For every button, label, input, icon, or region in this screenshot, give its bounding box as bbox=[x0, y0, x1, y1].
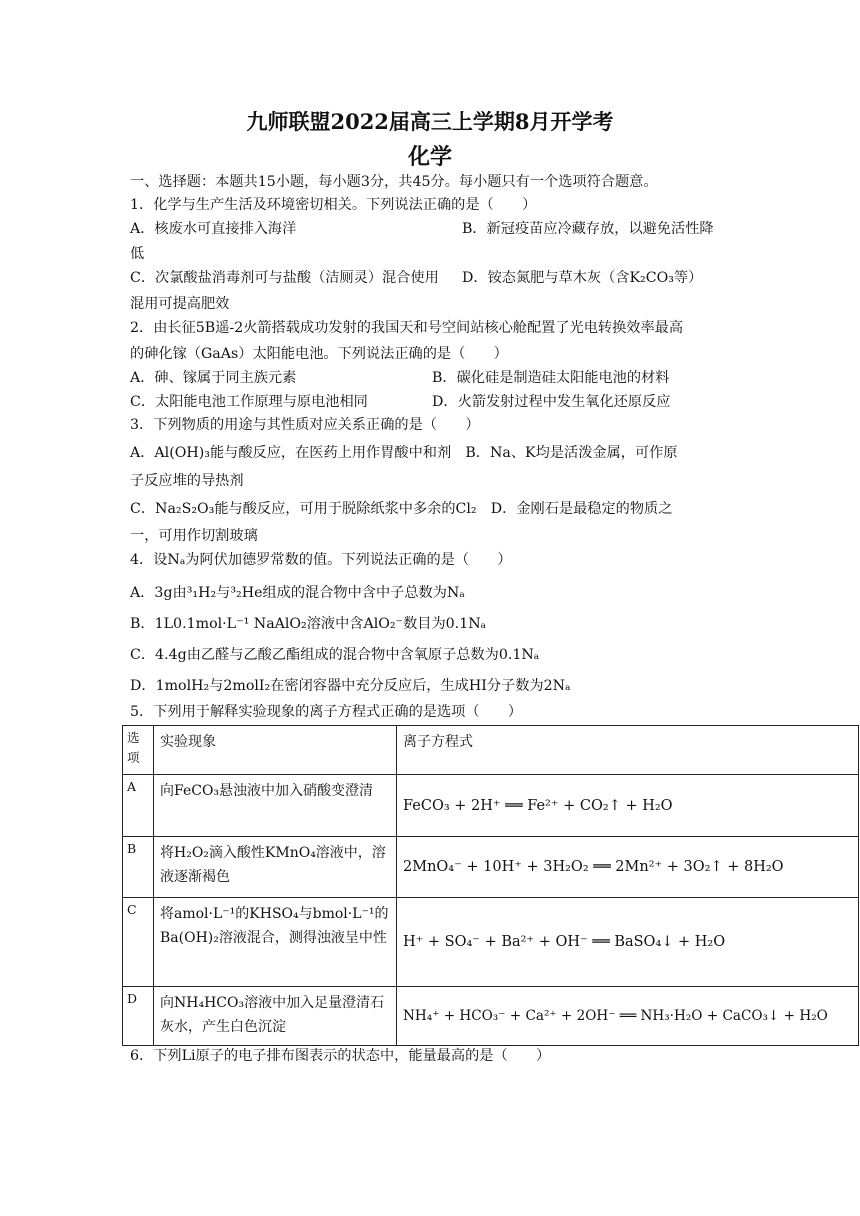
row-phenomenon: 将amol·L⁻¹的KHSO₄与bmol·L⁻¹的Ba(OH)₂溶液混合，测得浊液呈中性 bbox=[154, 898, 397, 987]
q4-option-d: D．1molH₂与2molI₂在密闭容器中充分反应后，生成HI分子数为2Nₐ bbox=[130, 678, 571, 694]
q5-table bbox=[122, 725, 859, 1046]
section-instructions: 一、选择题：本题共15小题，每小题3分，共45分。每小题只有一个选项符合题意。 bbox=[130, 174, 658, 190]
q2-stem-line2: 的砷化镓（GaAs）太阳能电池。下列说法正确的是（ ） bbox=[130, 346, 508, 362]
q5-stem: 5．下列用于解释实验现象的离子方程式正确的是选项（ ） bbox=[130, 704, 523, 720]
exam-subject: 化学 bbox=[407, 144, 452, 170]
row-option: A bbox=[123, 775, 154, 837]
table-row bbox=[123, 987, 859, 1046]
row-equation: 2MnO₄⁻ + 10H⁺ + 3H₂O₂ ══ 2Mn²⁺ + 3O₂↑ + 8H₂O bbox=[397, 837, 859, 898]
table-row bbox=[123, 898, 859, 987]
header-phenomenon: 实验现象 bbox=[154, 726, 397, 775]
q1-stem: 1．化学与生产生活及环境密切相关。下列说法正确的是（ ） bbox=[130, 197, 537, 213]
table-row bbox=[123, 837, 859, 898]
q4-option-c: C．4.4g由乙醛与乙酸乙酯组成的混合物中含氧原子总数为0.1Nₐ bbox=[130, 647, 540, 663]
row-phenomenon: 向NH₄HCO₃溶液中加入足量澄清石灰水，产生白色沉淀 bbox=[154, 987, 397, 1046]
q1-option-d-cont: 混用可提高肥效 bbox=[130, 296, 230, 312]
q3-options-cd-cont: 一，可用作切割玻璃 bbox=[130, 528, 258, 544]
header-equation: 离子方程式 bbox=[397, 726, 859, 775]
row-phenomenon: 将H₂O₂滴入酸性KMnO₄溶液中，溶液逐渐褐色 bbox=[154, 837, 397, 898]
table-header-row bbox=[123, 726, 859, 775]
row-equation: FeCO₃ + 2H⁺ ══ Fe²⁺ + CO₂↑ + H₂O bbox=[397, 775, 859, 837]
row-option: B bbox=[123, 837, 154, 898]
header-option: 选项 bbox=[123, 726, 154, 775]
table-row bbox=[123, 775, 859, 837]
q1-option-a: A．核废水可直接排入海洋 bbox=[130, 221, 297, 237]
row-equation: H⁺ + SO₄⁻ + Ba²⁺ + OH⁻ ══ BaSO₄↓ + H₂O bbox=[397, 898, 859, 987]
q1-option-b-cont: 低 bbox=[130, 246, 145, 262]
q1-option-c: C．次氯酸盐消毒剂可与盐酸（洁厕灵）混合使用 bbox=[130, 270, 439, 286]
q4-stem: 4．设Nₐ为阿伏加德罗常数的值。下列说法正确的是（ ） bbox=[130, 552, 512, 568]
q2-option-b: B．碳化硅是制造硅太阳能电池的材料 bbox=[432, 370, 670, 386]
row-phenomenon: 向FeCO₃悬浊液中加入硝酸变澄清 bbox=[154, 775, 397, 837]
row-option: D bbox=[123, 987, 154, 1046]
q3-options-ab: A．Al(OH)₃能与酸反应，在医药上用作胃酸中和剂 B．Na、K均是活泼金属，可作原 bbox=[130, 445, 678, 461]
q3-stem: 3．下列物质的用途与其性质对应关系正确的是（ ） bbox=[130, 417, 480, 433]
q1-option-d: D．铵态氮肥与草木灰（含K₂CO₃等） bbox=[462, 270, 703, 286]
q2-option-a: A．砷、镓属于同主族元素 bbox=[130, 370, 297, 386]
q2-option-d: D．火箭发射过程中发生氧化还原反应 bbox=[432, 394, 671, 410]
q3-options-ab-cont: 子反应堆的导热剂 bbox=[130, 473, 244, 489]
q2-option-c: C．太阳能电池工作原理与原电池相同 bbox=[130, 394, 368, 410]
row-equation: NH₄⁺ + HCO₃⁻ + Ca²⁺ + 2OH⁻ ══ NH₃·H₂O + CaCO₃↓ + H₂O bbox=[397, 987, 859, 1046]
row-option: C bbox=[123, 898, 154, 987]
q1-option-b: B．新冠疫苗应冷藏存放，以避免活性降 bbox=[462, 221, 714, 237]
q4-option-b: B．1L0.1mol·L⁻¹ NaAlO₂溶液中含AlO₂⁻数目为0.1Nₐ bbox=[130, 616, 487, 632]
exam-title: 九师联盟2022届高三上学期8月开学考 bbox=[246, 109, 614, 134]
q6-stem: 6．下列Li原子的电子排布图表示的状态中，能量最高的是（ ） bbox=[130, 1048, 551, 1064]
q2-stem-line1: 2．由长征5B遥-2火箭搭载成功发射的我国天和号空间站核心舱配置了光电转换效率最高 bbox=[130, 320, 684, 336]
q4-option-a: A．3g由³₁H₂与³₂He组成的混合物中含中子总数为Nₐ bbox=[130, 585, 465, 601]
q3-options-cd: C．Na₂S₂O₃能与酸反应，可用于脱除纸浆中多余的Cl₂ D．金刚石是最稳定的物质之 bbox=[130, 501, 673, 517]
